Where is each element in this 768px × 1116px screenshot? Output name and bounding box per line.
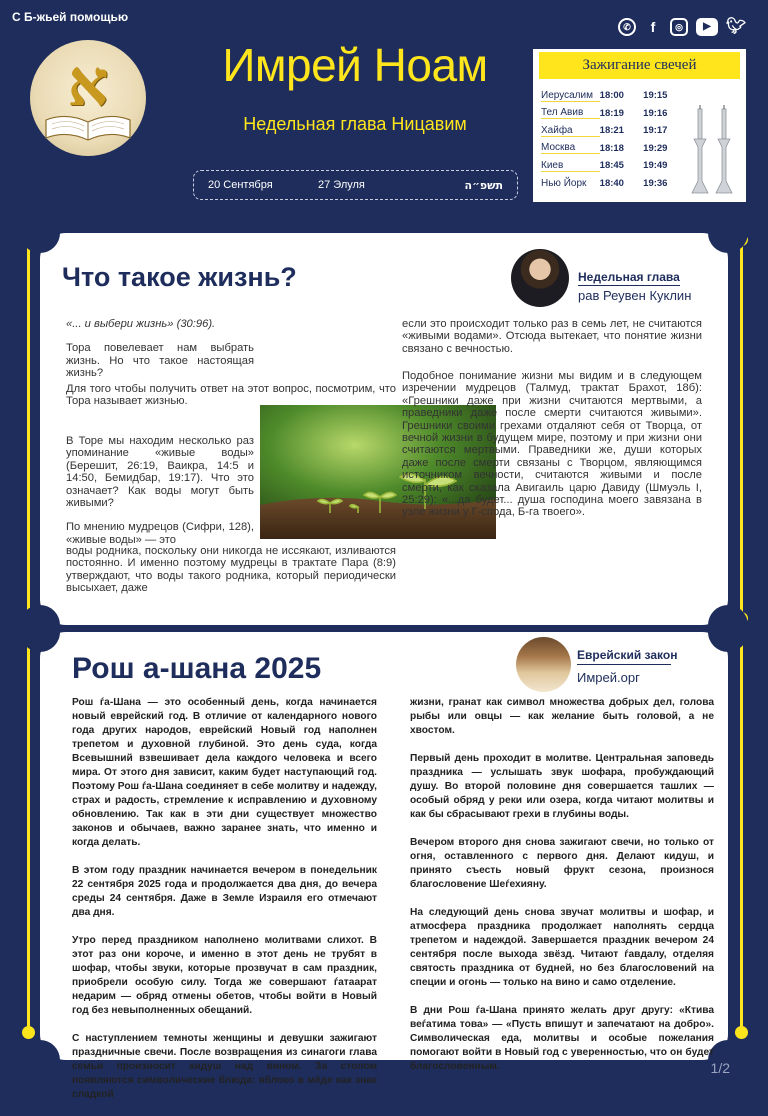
panel-notch: [708, 612, 748, 652]
article-1-title: Что такое жизнь?: [62, 262, 297, 292]
newsletter-title: Имрей Ноам: [222, 39, 488, 91]
article-2-col-left: [72, 696, 377, 1116]
light-time: 18:19: [599, 107, 624, 119]
book-icon: [44, 112, 132, 142]
year-hebrew: תשפ״ה: [464, 178, 503, 192]
candlesticks-icon: [688, 101, 738, 201]
article-2-paragraph: На следующий день снова звучат молитвы и шофар, и атмосфера праздника продолжает наполнять сердца трепетом и надеждой. Завершается праздник вечером 24 сентября после выхода звёзд. Читают ѓавдалу, отделяя святость праздника от будней, но без благословений на специи и огонь — только на вино и само отделение.: [410, 907, 714, 988]
end-time: 19:49: [643, 160, 668, 172]
article-2-category[interactable]: Еврейский закон: [577, 648, 678, 662]
article-1-r2: Подобное понимание жизни мы видим и в следующем изречении мудрецов (Талмуд, трактат Брахот, 18б): «Грешники даже при жизни считаются мертвыми, а праведники даже после смерти считаются живыми». Грешники своими грехами отдаляют себя от Творца, от вечной жизни в будущем мире, поэтому и при жизни они считаются мертвыми. Праведники же, души которых даже после смерти связаны с Творцом, являющимся источником вечности, считаются живыми и после смерти, как сказала Авигаиль царю Давиду (Шмуэль I, 25:29): «...да будет... душа господина моего завязана в узле жизни у Г-спода, Б-га твоего».: [402, 370, 702, 519]
candle-lighting-title: Зажигание свечей: [539, 52, 740, 79]
article-1-p3: В Торе мы находим несколько раз упоминание «живые воды» (Берешит, 26:19, Ваикра, 14:5 и 14:50, Бемидбар, 19:17). Что это означает? Как воды могут быть живыми?: [66, 435, 254, 510]
article-1-category[interactable]: Недельная глава: [578, 270, 680, 284]
end-time: 19:15: [643, 90, 668, 102]
panel-notch: [20, 213, 60, 253]
left-rule-top: [27, 240, 30, 620]
panel-notch: [708, 213, 748, 253]
article-2-author: Имрей.орг: [577, 670, 640, 685]
article-1-col-right-2: [402, 370, 702, 531]
category-underline: [577, 664, 671, 665]
article-1-p2-text: Для того чтобы получить ответ на этот вопрос, посмотрим, что Тора называет жизнью.: [66, 383, 396, 408]
light-time: 18:45: [599, 160, 624, 172]
candle-row: [541, 175, 681, 193]
article-1-p1: Тора повелевает нам выбрать жизнь. Но что такое настоящая жизнь?: [66, 342, 254, 380]
date-civil: 20 Сентября: [208, 179, 273, 191]
light-time: 18:21: [599, 125, 624, 137]
candle-lighting-box: [533, 49, 746, 202]
end-time: 19:16: [643, 107, 668, 119]
date-bar: [193, 170, 518, 200]
city: Тел Авив: [541, 107, 600, 119]
article-2-paragraph: В этом году праздник начинается вечером в понедельник 22 сентября 2025 года и продолжается два дня, до вечера среды 24 сентября. Даже в Земле Израиля его отмечают два дня.: [72, 865, 377, 918]
end-time: 19:36: [643, 177, 668, 189]
article-2-paragraph: С наступлением темноты женщины и девушки зажигают праздничные свечи. После возвращения из синагоги глава семьи произносит кидуш над вином. За столом появляются символические блюда: яблоко в мёде как знак сладкой: [72, 1033, 377, 1100]
panel-notch: [20, 612, 60, 652]
article-2-paragraph: Утро перед праздником наполнено молитвами слихот. В этот раз они короче, и именно в этот день не трубят в шофар, чтобы звуки, которые прозвучат в сам праздник, приобрели особую силу. Тогда же совершают ѓатаарат недарим — обряд отмены обетов, чтобы войти в Новый год без невыполненных обещаний.: [72, 935, 377, 1016]
article-2-paragraph: жизни, гранат как символ множества добрых дел, голова рыбы или овцы — как желание быть головой, а не хвостом.: [410, 697, 714, 736]
article-1-p4a: По мнению мудрецов (Сифри, 128), «живые воды» — это: [66, 521, 254, 546]
light-time: 18:00: [599, 90, 624, 102]
twitter-icon[interactable]: 🐦︎: [726, 18, 747, 35]
candle-row: [541, 140, 681, 158]
candle-times-table: [541, 87, 681, 192]
article-1-col-right: [402, 318, 702, 367]
right-rule-bottom: [740, 640, 743, 1030]
article-2-col-right: [410, 696, 714, 1088]
date-hebrew-ru: 27 Элуля: [318, 179, 365, 191]
city: Киев: [541, 160, 600, 172]
youtube-icon[interactable]: ▶: [696, 18, 718, 36]
article-1-col-left-mid: [66, 435, 254, 546]
panel-notch: [20, 1040, 60, 1080]
books-avatar: [516, 637, 571, 692]
left-rule-bottom: [27, 640, 30, 1030]
city: Иерусалим: [541, 90, 600, 102]
article-1-col-left-bottom: [66, 545, 396, 607]
bsd-label: С Б-жьей помощью: [12, 10, 129, 24]
logo-aleph: א: [67, 46, 109, 121]
whatsapp-icon[interactable]: ✆: [618, 18, 636, 36]
article-2-paragraph: Первый день проходит в молитве. Центральная заповедь праздника — услышать звук шофара, пробуждающий душу. Во второй половине дня совершается ташлих — особый обряд у реки или озера, когда читают молитвы и как бы сбрасывают грехи в глубины воды.: [410, 753, 714, 820]
instagram-icon[interactable]: ◎: [670, 18, 688, 36]
city: Нью Йорк: [541, 177, 587, 189]
facebook-icon[interactable]: f: [650, 19, 656, 35]
logo[interactable]: [30, 40, 146, 156]
candle-row: [541, 87, 681, 105]
article-1-author: рав Реувен Куклин: [578, 288, 692, 303]
article-2-paragraph: Рош ѓа-Шана — это особенный день, когда начинается новый еврейский год. В отличие от календарного нового года других народов, еврейский Новый год наполнен трепетом и духовной глубиной. Это день суда, когда Всевышний взвешивает дела каждого человека и всего мира. От этого дня зависит, каким будет наступающий год. Поэтому Рош ѓа-Шана соединяет в себе молитву и надежду, страх и радость, стремление к исправлению и духовному обновлению. Так как в эти дни существует множество законов и обычаев, важно заранее знать, что именно и когда делать.: [72, 697, 377, 848]
light-time: 18:40: [599, 177, 624, 189]
article-2-paragraph: Вечером второго дня снова зажигают свечи, но только от огня, оставленного с первого дня. Делают кидуш, и принято съесть новый фрукт сезона, произнося благословение Шеѓехияну.: [410, 837, 714, 890]
newsletter-subtitle: Недельная глава Ницавим: [243, 114, 467, 134]
page-number: 1/2: [710, 1060, 730, 1076]
left-dot-bottom: [22, 1026, 35, 1039]
article-2-title: Рош а-шана 2025: [72, 652, 322, 685]
article-1-r1: если это происходит только раз в семь лет, не считаются «живыми водами». Отсюда вытекает, что понятие жизни связано с вечностью.: [402, 318, 702, 355]
author-avatar: [511, 249, 569, 307]
candle-row: [541, 122, 681, 140]
article-1-col-left-top: [66, 318, 254, 392]
article-2-paragraph: В дни Рош ѓа-Шана принято желать друг другу: «Ктива веѓатима това» — «Пусть впишут и запечатают на добро». Символическая еда, молитвы и особые пожелания помогают войти в Новый год с уверенностью, что он будет благословенным.: [410, 1005, 714, 1072]
light-time: 18:18: [599, 142, 624, 154]
right-rule-top: [740, 240, 743, 620]
candle-row: [541, 105, 681, 123]
right-dot-bottom: [735, 1026, 748, 1039]
article-1-p4b: воды родника, поскольку они никогда не иссякают, изливаются постоянно. И именно поэтому мудрецы в трактате Пара (8:9) утверждают, что воды такого родника, который периодически высыхает, даже: [66, 545, 396, 595]
city: Хайфа: [541, 125, 600, 137]
city: Москва: [541, 142, 600, 154]
end-time: 19:29: [643, 142, 668, 154]
social-links: [618, 18, 747, 36]
article-1-quote: «... и выбери жизнь» (30:96).: [66, 318, 216, 330]
end-time: 19:17: [643, 125, 668, 137]
candle-row: [541, 157, 681, 175]
